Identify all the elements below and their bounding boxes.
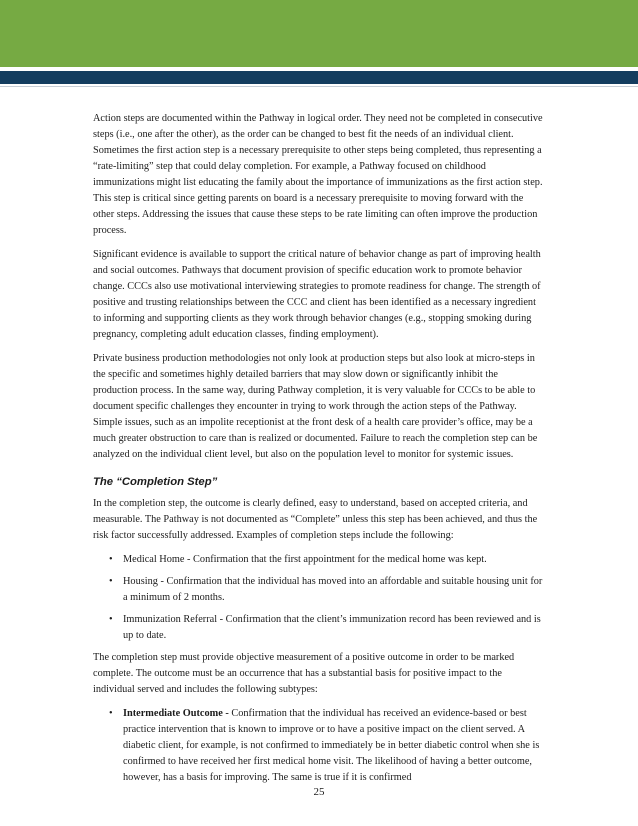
paragraph-behavior-change: Significant evidence is available to support the critical nature of behavior change as part of improving health and social outcomes. Pathways that document provision of specific education work to promote behavior change. CCCs also use motivational interviewing strategies to promote readiness for change. The strength of positive and trusting relationships between the CCC and client has been identified as a necessary ingredient to informing and supporting clients as they work through behavior changes (e.g., stopping smoking during pregnancy, completing adult education classes, finding employment). <box>93 249 541 340</box>
header-band-green <box>0 0 638 67</box>
header-rule <box>0 86 638 87</box>
list-item <box>93 552 545 568</box>
bullet-glyph: • <box>109 576 113 587</box>
paragraph-measurement: The completion step must provide objective measurement of a positive outcome in order to be marked complete. The outcome must be an occurrence that has a substantial basis for positive impact to the individual served and includes the following subtypes: <box>93 652 515 695</box>
list-item-text: Medical Home - Confirmation that the first appointment for the medical home was kept. <box>123 554 487 565</box>
outcome-subtypes-list <box>93 706 545 786</box>
header-band-navy <box>0 71 638 84</box>
list-item <box>93 706 545 786</box>
list-item <box>93 612 545 644</box>
page-number: 25 <box>313 786 325 798</box>
list-item-text: Immunization Referral - Confirmation that the client’s immunization record has been reviewed and is up to date. <box>123 614 541 641</box>
subtype-text: Confirmation that the individual has received an evidence-based or best practice intervention that is known to improve or to have a positive impact on the client served. A diabetic client, for example, is not confirmed to immediately be in better diabetic control when she is confirmed to have received her first medical home visit. The likelihood of having a better outcome, however, has a basis for improving. The same is true if it is confirmed <box>123 708 540 783</box>
bullet-glyph: • <box>109 614 113 625</box>
paragraph-action-steps: Action steps are documented within the Pathway in logical order. They need not be completed in consecutive steps (i.e., one after the other), as the order can be changed to best fit the needs of an individual client. Sometimes the first action step is a necessary prerequisite to other steps being completed, thus representing a “rate-limiting” step that could delay completion. For example, a Pathway focused on childhood immunizations might list educating the family about the importance of immunizations as the first action step. This step is critical since getting parents on board is a necessary prerequisite to moving forward with the other steps. Addressing the issues that cause these steps to be rate limiting can often improve the production process. <box>93 113 543 236</box>
section-heading-completion-step: The “Completion Step” <box>93 476 218 488</box>
completion-examples-list <box>93 552 545 644</box>
paragraph-production-methodologies: Private business production methodologies not only look at production steps but also look at micro-steps in the specific and sometimes highly detailed barriers that may slow down or significantly inhibit the production process. In the same way, during Pathway completion, it is very valuable for CCCs to be able to document specific challenges they encounter in trying to work through the action steps of the Pathway. Simple issues, such as an impolite receptionist at the front desk of a health care provider’s office, may be a much greater obstruction to care than is realized or documented. Failure to reach the completion step can be analyzed on the individual client level, but also on the population level to monitor for systemic issues. <box>93 353 538 460</box>
list-item <box>93 574 545 606</box>
subtype-lead: Intermediate Outcome - <box>123 708 229 719</box>
list-item-text: Housing - Confirmation that the individual has moved into an affordable and suitable housing unit for a minimum of 2 months. <box>123 576 543 603</box>
bullet-glyph: • <box>109 554 113 565</box>
bullet-glyph: • <box>109 708 113 719</box>
paragraph-completion-intro: In the completion step, the outcome is clearly defined, easy to understand, based on accepted criteria, and measurable. The Pathway is not documented as “Complete” unless this step has been achieved, and thus the risk factor successfully addressed. Examples of completion steps include the following: <box>93 498 538 541</box>
page-body <box>93 111 545 792</box>
